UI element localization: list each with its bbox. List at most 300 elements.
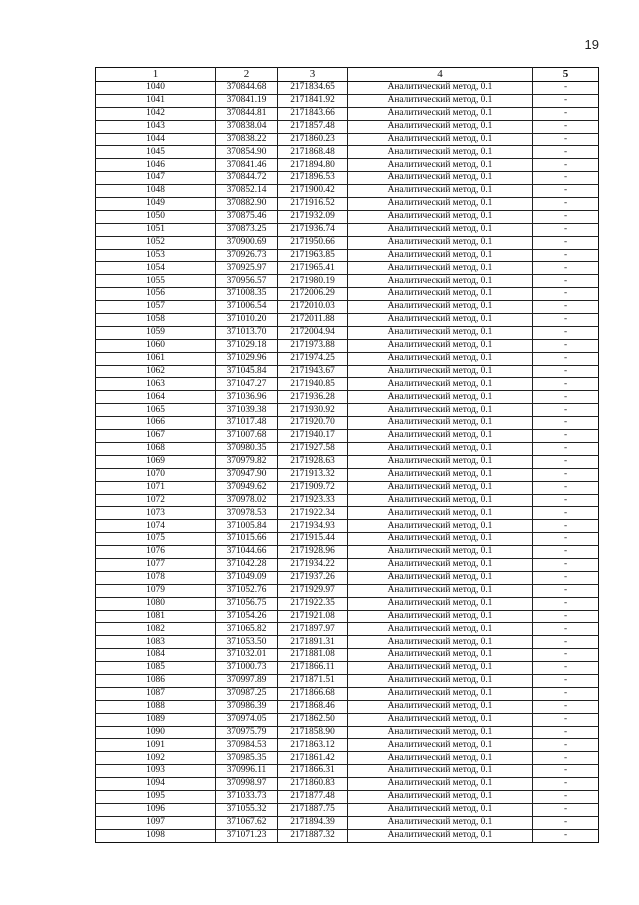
note-cell: - <box>533 391 599 404</box>
note-cell: - <box>533 210 599 223</box>
method-accuracy-cell: Аналитический метод, 0.1 <box>348 778 533 791</box>
x-coordinate-cell: 370986.39 <box>216 700 278 713</box>
method-accuracy-cell: Аналитический метод, 0.1 <box>348 223 533 236</box>
y-coordinate-cell: 2171861.42 <box>278 752 348 765</box>
point-number-cell: 1085 <box>96 662 216 675</box>
table-row <box>96 687 599 700</box>
note-cell: - <box>533 546 599 559</box>
point-number-cell: 1071 <box>96 481 216 494</box>
y-coordinate-cell: 2171897.97 <box>278 623 348 636</box>
y-coordinate-cell: 2171920.70 <box>278 417 348 430</box>
x-coordinate-cell: 370873.25 <box>216 223 278 236</box>
method-accuracy-cell: Аналитический метод, 0.1 <box>348 507 533 520</box>
x-coordinate-cell: 370841.19 <box>216 94 278 107</box>
y-coordinate-cell: 2171868.46 <box>278 700 348 713</box>
y-coordinate-cell: 2171936.28 <box>278 391 348 404</box>
method-accuracy-cell: Аналитический метод, 0.1 <box>348 468 533 481</box>
table-row <box>96 558 599 571</box>
x-coordinate-cell: 370844.81 <box>216 107 278 120</box>
y-coordinate-cell: 2171963.85 <box>278 249 348 262</box>
x-coordinate-cell: 370844.72 <box>216 172 278 185</box>
point-number-cell: 1045 <box>96 146 216 159</box>
point-number-cell: 1042 <box>96 107 216 120</box>
note-cell: - <box>533 507 599 520</box>
point-number-cell: 1067 <box>96 430 216 443</box>
table-row <box>96 210 599 223</box>
method-accuracy-cell: Аналитический метод, 0.1 <box>348 662 533 675</box>
note-cell: - <box>533 301 599 314</box>
table-row <box>96 726 599 739</box>
note-cell: - <box>533 262 599 275</box>
note-cell: - <box>533 107 599 120</box>
y-coordinate-cell: 2171834.65 <box>278 82 348 95</box>
point-number-cell: 1097 <box>96 816 216 829</box>
y-coordinate-cell: 2171841.92 <box>278 94 348 107</box>
x-coordinate-cell: 371032.01 <box>216 649 278 662</box>
point-number-cell: 1057 <box>96 301 216 314</box>
y-coordinate-cell: 2171858.90 <box>278 726 348 739</box>
table-row <box>96 275 599 288</box>
note-cell: - <box>533 752 599 765</box>
table-row <box>96 223 599 236</box>
note-cell: - <box>533 120 599 133</box>
y-coordinate-cell: 2171980.19 <box>278 275 348 288</box>
table-row <box>96 623 599 636</box>
note-cell: - <box>533 339 599 352</box>
y-coordinate-cell: 2172010.03 <box>278 301 348 314</box>
y-coordinate-cell: 2171923.33 <box>278 494 348 507</box>
note-cell: - <box>533 778 599 791</box>
x-coordinate-cell: 370987.25 <box>216 687 278 700</box>
table-row <box>96 417 599 430</box>
point-number-cell: 1046 <box>96 159 216 172</box>
method-accuracy-cell: Аналитический метод, 0.1 <box>348 417 533 430</box>
x-coordinate-cell: 370978.53 <box>216 507 278 520</box>
method-accuracy-cell: Аналитический метод, 0.1 <box>348 107 533 120</box>
column-header-2: 2 <box>216 68 278 82</box>
method-accuracy-cell: Аналитический метод, 0.1 <box>348 494 533 507</box>
y-coordinate-cell: 2171860.23 <box>278 133 348 146</box>
table-body <box>96 82 599 843</box>
x-coordinate-cell: 370875.46 <box>216 210 278 223</box>
y-coordinate-cell: 2171887.32 <box>278 829 348 842</box>
method-accuracy-cell: Аналитический метод, 0.1 <box>348 314 533 327</box>
x-coordinate-cell: 371029.96 <box>216 352 278 365</box>
point-number-cell: 1060 <box>96 339 216 352</box>
x-coordinate-cell: 371052.76 <box>216 584 278 597</box>
note-cell: - <box>533 417 599 430</box>
point-number-cell: 1058 <box>96 314 216 327</box>
point-number-cell: 1056 <box>96 288 216 301</box>
x-coordinate-cell: 370997.89 <box>216 674 278 687</box>
note-cell: - <box>533 494 599 507</box>
note-cell: - <box>533 94 599 107</box>
method-accuracy-cell: Аналитический метод, 0.1 <box>348 404 533 417</box>
y-coordinate-cell: 2171940.85 <box>278 378 348 391</box>
y-coordinate-cell: 2171863.12 <box>278 739 348 752</box>
table-row <box>96 507 599 520</box>
x-coordinate-cell: 371056.75 <box>216 597 278 610</box>
point-number-cell: 1078 <box>96 571 216 584</box>
x-coordinate-cell: 371036.96 <box>216 391 278 404</box>
point-number-cell: 1074 <box>96 520 216 533</box>
x-coordinate-cell: 370949.62 <box>216 481 278 494</box>
x-coordinate-cell: 370947.90 <box>216 468 278 481</box>
table-row <box>96 636 599 649</box>
table-row <box>96 739 599 752</box>
note-cell: - <box>533 172 599 185</box>
x-coordinate-cell: 371017.48 <box>216 417 278 430</box>
point-number-cell: 1061 <box>96 352 216 365</box>
note-cell: - <box>533 326 599 339</box>
note-cell: - <box>533 610 599 623</box>
table-row <box>96 571 599 584</box>
x-coordinate-cell: 371029.18 <box>216 339 278 352</box>
x-coordinate-cell: 371042.28 <box>216 558 278 571</box>
note-cell: - <box>533 739 599 752</box>
x-coordinate-cell: 371015.66 <box>216 533 278 546</box>
point-number-cell: 1070 <box>96 468 216 481</box>
x-coordinate-cell: 371045.84 <box>216 365 278 378</box>
point-number-cell: 1093 <box>96 765 216 778</box>
method-accuracy-cell: Аналитический метод, 0.1 <box>348 94 533 107</box>
x-coordinate-cell: 371055.32 <box>216 803 278 816</box>
table-row <box>96 700 599 713</box>
note-cell: - <box>533 468 599 481</box>
y-coordinate-cell: 2171916.52 <box>278 198 348 211</box>
method-accuracy-cell: Аналитический метод, 0.1 <box>348 210 533 223</box>
y-coordinate-cell: 2172006.29 <box>278 288 348 301</box>
x-coordinate-cell: 370975.79 <box>216 726 278 739</box>
point-number-cell: 1089 <box>96 713 216 726</box>
x-coordinate-cell: 371049.09 <box>216 571 278 584</box>
y-coordinate-cell: 2171927.58 <box>278 442 348 455</box>
y-coordinate-cell: 2171894.39 <box>278 816 348 829</box>
point-number-cell: 1054 <box>96 262 216 275</box>
y-coordinate-cell: 2171866.11 <box>278 662 348 675</box>
note-cell: - <box>533 133 599 146</box>
point-number-cell: 1082 <box>96 623 216 636</box>
y-coordinate-cell: 2171866.31 <box>278 765 348 778</box>
note-cell: - <box>533 481 599 494</box>
column-header-3: 3 <box>278 68 348 82</box>
table-row <box>96 185 599 198</box>
note-cell: - <box>533 520 599 533</box>
y-coordinate-cell: 2171921.08 <box>278 610 348 623</box>
method-accuracy-cell: Аналитический метод, 0.1 <box>348 803 533 816</box>
table-row <box>96 455 599 468</box>
table-row <box>96 803 599 816</box>
note-cell: - <box>533 455 599 468</box>
point-number-cell: 1068 <box>96 442 216 455</box>
x-coordinate-cell: 370980.35 <box>216 442 278 455</box>
point-number-cell: 1079 <box>96 584 216 597</box>
x-coordinate-cell: 371000.73 <box>216 662 278 675</box>
note-cell: - <box>533 288 599 301</box>
y-coordinate-cell: 2171929.97 <box>278 584 348 597</box>
method-accuracy-cell: Аналитический метод, 0.1 <box>348 546 533 559</box>
y-coordinate-cell: 2171950.66 <box>278 236 348 249</box>
table-row <box>96 520 599 533</box>
note-cell: - <box>533 185 599 198</box>
x-coordinate-cell: 371067.62 <box>216 816 278 829</box>
note-cell: - <box>533 636 599 649</box>
y-coordinate-cell: 2171940.17 <box>278 430 348 443</box>
y-coordinate-cell: 2171862.50 <box>278 713 348 726</box>
point-number-cell: 1069 <box>96 455 216 468</box>
table-row <box>96 829 599 842</box>
y-coordinate-cell: 2172004.94 <box>278 326 348 339</box>
table-row <box>96 468 599 481</box>
note-cell: - <box>533 558 599 571</box>
method-accuracy-cell: Аналитический метод, 0.1 <box>348 339 533 352</box>
x-coordinate-cell: 370926.73 <box>216 249 278 262</box>
column-header-4: 4 <box>348 68 533 82</box>
method-accuracy-cell: Аналитический метод, 0.1 <box>348 198 533 211</box>
point-number-cell: 1048 <box>96 185 216 198</box>
y-coordinate-cell: 2171943.67 <box>278 365 348 378</box>
point-number-cell: 1044 <box>96 133 216 146</box>
x-coordinate-cell: 371039.38 <box>216 404 278 417</box>
point-number-cell: 1084 <box>96 649 216 662</box>
point-number-cell: 1052 <box>96 236 216 249</box>
point-number-cell: 1059 <box>96 326 216 339</box>
y-coordinate-cell: 2171843.66 <box>278 107 348 120</box>
method-accuracy-cell: Аналитический метод, 0.1 <box>348 816 533 829</box>
table-row <box>96 146 599 159</box>
x-coordinate-cell: 370841.46 <box>216 159 278 172</box>
note-cell: - <box>533 365 599 378</box>
method-accuracy-cell: Аналитический метод, 0.1 <box>348 687 533 700</box>
y-coordinate-cell: 2171894.80 <box>278 159 348 172</box>
table-row <box>96 314 599 327</box>
point-number-cell: 1077 <box>96 558 216 571</box>
y-coordinate-cell: 2171934.93 <box>278 520 348 533</box>
method-accuracy-cell: Аналитический метод, 0.1 <box>348 649 533 662</box>
table-row <box>96 326 599 339</box>
note-cell: - <box>533 713 599 726</box>
table-row <box>96 674 599 687</box>
note-cell: - <box>533 803 599 816</box>
y-coordinate-cell: 2171915.44 <box>278 533 348 546</box>
method-accuracy-cell: Аналитический метод, 0.1 <box>348 442 533 455</box>
method-accuracy-cell: Аналитический метод, 0.1 <box>348 288 533 301</box>
method-accuracy-cell: Аналитический метод, 0.1 <box>348 584 533 597</box>
y-coordinate-cell: 2171871.51 <box>278 674 348 687</box>
point-number-cell: 1095 <box>96 790 216 803</box>
table-row <box>96 533 599 546</box>
point-number-cell: 1049 <box>96 198 216 211</box>
note-cell: - <box>533 249 599 262</box>
method-accuracy-cell: Аналитический метод, 0.1 <box>348 455 533 468</box>
point-number-cell: 1080 <box>96 597 216 610</box>
method-accuracy-cell: Аналитический метод, 0.1 <box>348 159 533 172</box>
y-coordinate-cell: 2171936.74 <box>278 223 348 236</box>
note-cell: - <box>533 378 599 391</box>
note-cell: - <box>533 275 599 288</box>
point-number-cell: 1075 <box>96 533 216 546</box>
point-number-cell: 1094 <box>96 778 216 791</box>
x-coordinate-cell: 371005.84 <box>216 520 278 533</box>
table-row <box>96 120 599 133</box>
y-coordinate-cell: 2172011.88 <box>278 314 348 327</box>
method-accuracy-cell: Аналитический метод, 0.1 <box>348 558 533 571</box>
x-coordinate-cell: 371008.35 <box>216 288 278 301</box>
method-accuracy-cell: Аналитический метод, 0.1 <box>348 610 533 623</box>
table-row <box>96 365 599 378</box>
table-row <box>96 765 599 778</box>
method-accuracy-cell: Аналитический метод, 0.1 <box>348 752 533 765</box>
x-coordinate-cell: 370974.05 <box>216 713 278 726</box>
table-row <box>96 481 599 494</box>
table-row <box>96 442 599 455</box>
table-row <box>96 778 599 791</box>
table-row <box>96 82 599 95</box>
y-coordinate-cell: 2171930.92 <box>278 404 348 417</box>
column-header-5: 5 <box>533 68 599 82</box>
x-coordinate-cell: 370925.97 <box>216 262 278 275</box>
table-row <box>96 301 599 314</box>
x-coordinate-cell: 370998.97 <box>216 778 278 791</box>
x-coordinate-cell: 370838.04 <box>216 120 278 133</box>
table-row <box>96 404 599 417</box>
table-row <box>96 752 599 765</box>
x-coordinate-cell: 370838.22 <box>216 133 278 146</box>
point-number-cell: 1091 <box>96 739 216 752</box>
method-accuracy-cell: Аналитический метод, 0.1 <box>348 597 533 610</box>
x-coordinate-cell: 370882.90 <box>216 198 278 211</box>
note-cell: - <box>533 159 599 172</box>
table-row <box>96 352 599 365</box>
x-coordinate-cell: 371033.73 <box>216 790 278 803</box>
y-coordinate-cell: 2171860.83 <box>278 778 348 791</box>
x-coordinate-cell: 371010.20 <box>216 314 278 327</box>
point-number-cell: 1062 <box>96 365 216 378</box>
point-number-cell: 1051 <box>96 223 216 236</box>
point-number-cell: 1040 <box>96 82 216 95</box>
method-accuracy-cell: Аналитический метод, 0.1 <box>348 726 533 739</box>
note-cell: - <box>533 430 599 443</box>
method-accuracy-cell: Аналитический метод, 0.1 <box>348 765 533 778</box>
table-row <box>96 790 599 803</box>
point-number-cell: 1096 <box>96 803 216 816</box>
note-cell: - <box>533 82 599 95</box>
table-row <box>96 107 599 120</box>
method-accuracy-cell: Аналитический метод, 0.1 <box>348 249 533 262</box>
y-coordinate-cell: 2171973.88 <box>278 339 348 352</box>
table-header-row <box>96 68 599 82</box>
point-number-cell: 1092 <box>96 752 216 765</box>
method-accuracy-cell: Аналитический метод, 0.1 <box>348 829 533 842</box>
note-cell: - <box>533 198 599 211</box>
table-row <box>96 430 599 443</box>
y-coordinate-cell: 2171887.75 <box>278 803 348 816</box>
point-number-cell: 1081 <box>96 610 216 623</box>
table-row <box>96 249 599 262</box>
table-row <box>96 494 599 507</box>
method-accuracy-cell: Аналитический метод, 0.1 <box>348 391 533 404</box>
point-number-cell: 1098 <box>96 829 216 842</box>
table-row <box>96 597 599 610</box>
method-accuracy-cell: Аналитический метод, 0.1 <box>348 623 533 636</box>
y-coordinate-cell: 2171896.53 <box>278 172 348 185</box>
y-coordinate-cell: 2171909.72 <box>278 481 348 494</box>
method-accuracy-cell: Аналитический метод, 0.1 <box>348 352 533 365</box>
note-cell: - <box>533 829 599 842</box>
point-number-cell: 1076 <box>96 546 216 559</box>
x-coordinate-cell: 371053.50 <box>216 636 278 649</box>
note-cell: - <box>533 623 599 636</box>
method-accuracy-cell: Аналитический метод, 0.1 <box>348 262 533 275</box>
method-accuracy-cell: Аналитический метод, 0.1 <box>348 82 533 95</box>
note-cell: - <box>533 790 599 803</box>
x-coordinate-cell: 370984.53 <box>216 739 278 752</box>
note-cell: - <box>533 236 599 249</box>
note-cell: - <box>533 442 599 455</box>
x-coordinate-cell: 370996.11 <box>216 765 278 778</box>
column-header-1: 1 <box>96 68 216 82</box>
y-coordinate-cell: 2171928.63 <box>278 455 348 468</box>
method-accuracy-cell: Аналитический метод, 0.1 <box>348 481 533 494</box>
point-number-cell: 1083 <box>96 636 216 649</box>
table-row <box>96 378 599 391</box>
note-cell: - <box>533 816 599 829</box>
method-accuracy-cell: Аналитический метод, 0.1 <box>348 430 533 443</box>
point-number-cell: 1055 <box>96 275 216 288</box>
method-accuracy-cell: Аналитический метод, 0.1 <box>348 713 533 726</box>
point-number-cell: 1088 <box>96 700 216 713</box>
table-row <box>96 288 599 301</box>
method-accuracy-cell: Аналитический метод, 0.1 <box>348 700 533 713</box>
y-coordinate-cell: 2171881.08 <box>278 649 348 662</box>
x-coordinate-cell: 370852.14 <box>216 185 278 198</box>
method-accuracy-cell: Аналитический метод, 0.1 <box>348 146 533 159</box>
method-accuracy-cell: Аналитический метод, 0.1 <box>348 636 533 649</box>
point-number-cell: 1072 <box>96 494 216 507</box>
y-coordinate-cell: 2171922.34 <box>278 507 348 520</box>
x-coordinate-cell: 370985.35 <box>216 752 278 765</box>
note-cell: - <box>533 597 599 610</box>
table-row <box>96 584 599 597</box>
y-coordinate-cell: 2171932.09 <box>278 210 348 223</box>
method-accuracy-cell: Аналитический метод, 0.1 <box>348 790 533 803</box>
point-number-cell: 1047 <box>96 172 216 185</box>
point-number-cell: 1090 <box>96 726 216 739</box>
method-accuracy-cell: Аналитический метод, 0.1 <box>348 520 533 533</box>
y-coordinate-cell: 2171928.96 <box>278 546 348 559</box>
method-accuracy-cell: Аналитический метод, 0.1 <box>348 185 533 198</box>
y-coordinate-cell: 2171965.41 <box>278 262 348 275</box>
table-row <box>96 391 599 404</box>
x-coordinate-cell: 370979.82 <box>216 455 278 468</box>
y-coordinate-cell: 2171922.35 <box>278 597 348 610</box>
table-row <box>96 133 599 146</box>
y-coordinate-cell: 2171857.48 <box>278 120 348 133</box>
point-number-cell: 1066 <box>96 417 216 430</box>
note-cell: - <box>533 687 599 700</box>
x-coordinate-cell: 370900.69 <box>216 236 278 249</box>
x-coordinate-cell: 371071.23 <box>216 829 278 842</box>
x-coordinate-cell: 371006.54 <box>216 301 278 314</box>
method-accuracy-cell: Аналитический метод, 0.1 <box>348 172 533 185</box>
method-accuracy-cell: Аналитический метод, 0.1 <box>348 571 533 584</box>
note-cell: - <box>533 571 599 584</box>
method-accuracy-cell: Аналитический метод, 0.1 <box>348 120 533 133</box>
note-cell: - <box>533 223 599 236</box>
note-cell: - <box>533 726 599 739</box>
table-row <box>96 159 599 172</box>
table-row <box>96 816 599 829</box>
